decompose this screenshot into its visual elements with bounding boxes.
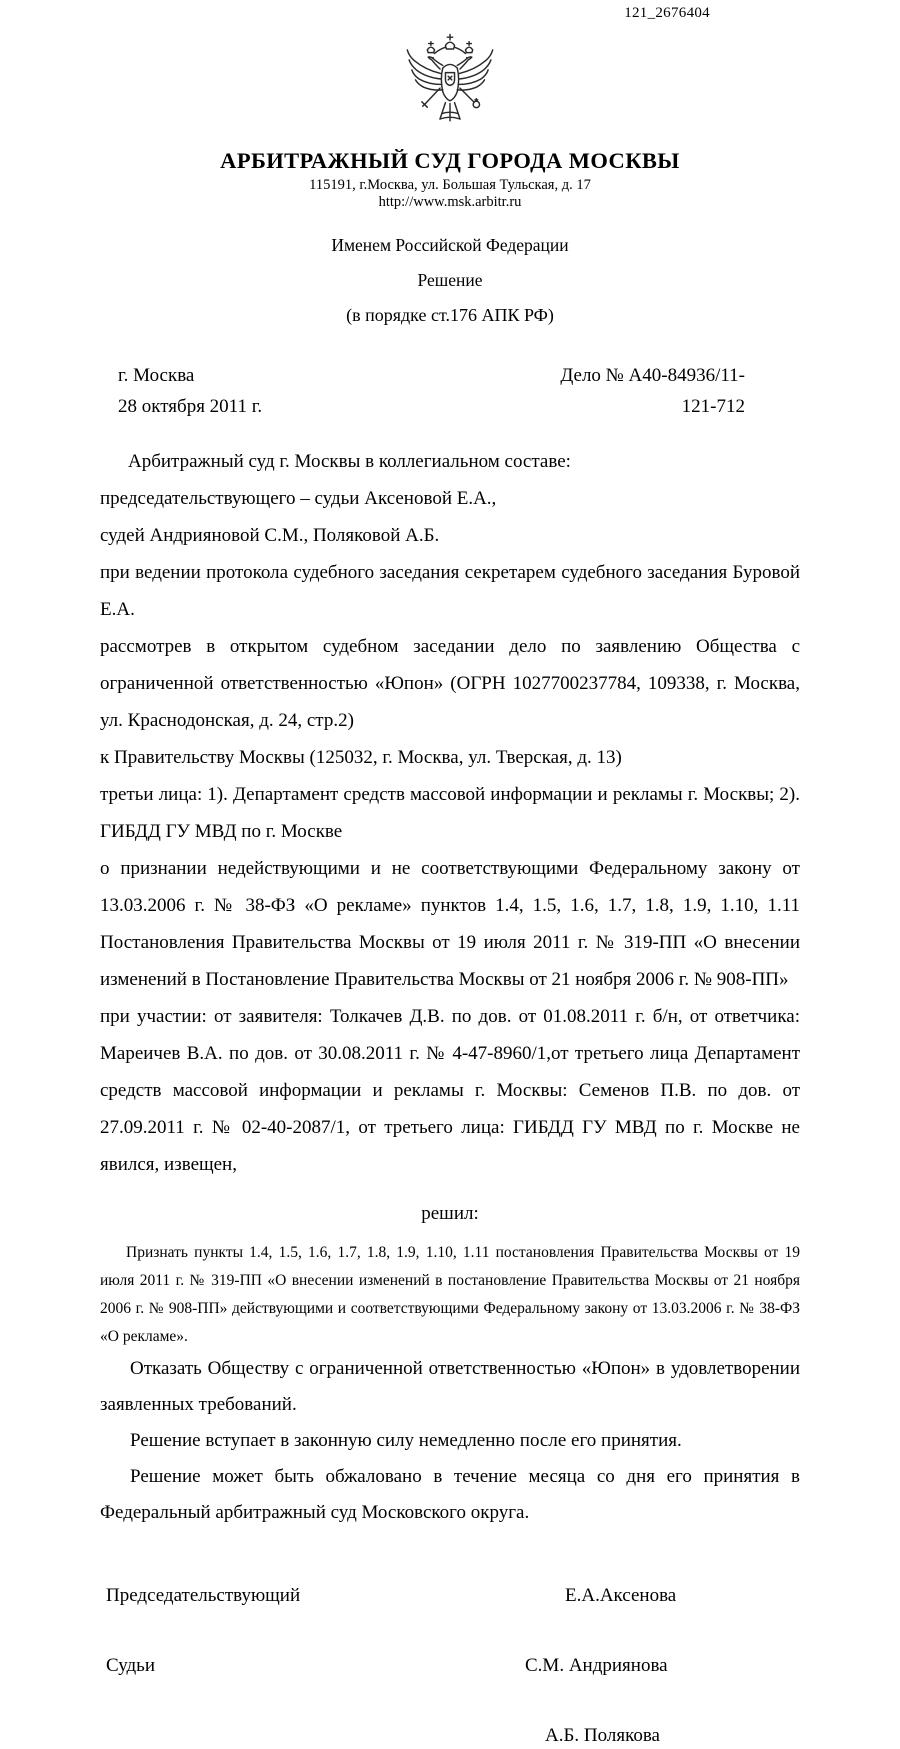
ruling-heading: решил: (421, 1203, 479, 1224)
ruling-paragraph: Решение вступает в законную силу немедленно после его принятия. (130, 1430, 682, 1451)
court-website: http://www.msk.arbitr.ru (378, 194, 522, 210)
signature-name: С.М. Андриянова (525, 1655, 668, 1676)
decision-body (100, 443, 800, 1183)
case-number-suffix: 121-712 (681, 396, 745, 417)
body-paragraph: председательствующего – судьи Аксеновой Е.А., (100, 488, 497, 509)
case-label: Дело № А40-84936/11- (560, 365, 745, 386)
case-date: 28 октября 2011 г. (118, 396, 263, 417)
signature-name: Е.А.Аксенова (565, 1585, 677, 1606)
court-name: АРБИТРАЖНЫЙ СУД ГОРОДА МОСКВЫ (220, 148, 680, 173)
ruling-paragraph-small: Признать пункты 1.4, 1.5, 1.6, 1.7, 1.8, 1.9, 1.10, 1.11 постановления Правительства Москвы от 19 июля 2011 г. № 319-ПП «О внесении изменений в постановление Правительства Москвы от 21 ноября 2006 г. № 908-ПП» действующими и соответствующими Федеральному закону от 13.03.2006 г. № 38-ФЗ «О рекламе». (100, 1244, 800, 1345)
signature-role: Судьи (106, 1655, 156, 1676)
body-paragraph: к Правительству Москвы (125032, г. Москва, ул. Тверская, д. 13) (100, 747, 622, 768)
body-paragraph: судей Андрияновой С.М., Поляковой А.Б. (100, 525, 440, 546)
body-paragraph: третьи лица: 1). Департамент средств массовой информации и рекламы г. Москвы; 2). ГИБДД ГУ МВД по г. Москве (100, 784, 800, 842)
body-paragraph: при участии: от заявителя: Толкачев Д.В. по дов. от 01.08.2011 г. б/н, от ответчика: Мареичев В.А. по дов. от 30.08.2011 г. № 4-47-8960/1,от третьего лица Департамент средств массовой информации и рекламы г. Москвы: Семенов П.В. по дов. от 27.09.2011 г. № 02-40-2087/1, от третьего лица: ГИБДД ГУ МВД по г. Москве не явился, извещен, (100, 1006, 800, 1175)
ruling-paragraph: Отказать Обществу с ограниченной ответственностью «Юпон» в удовлетворении заявленных требований. (100, 1358, 800, 1415)
body-paragraph: при ведении протокола судебного заседания секретарем судебного заседания Буровой Е.А. (100, 562, 800, 620)
case-info-block (100, 364, 800, 419)
double-headed-eagle-icon (400, 127, 500, 144)
body-paragraph: о признании недействующими и не соответствующими Федеральному закону от 13.03.2006 г. № 38-ФЗ «О рекламе» пунктов 1.4, 1.5, 1.6, 1.7, 1.8, 1.9, 1.10, 1.11 Постановления Правительства Москвы от 19 июля 2011 г. № 319-ПП «О внесении изменений в Постановление Правительства Москвы от 21 ноября 2006 г. № 908-ПП» (100, 858, 800, 990)
ruling-paragraphs (100, 1351, 800, 1531)
court-address: 115191, г.Москва, ул. Большая Тульская, д. 17 (309, 177, 591, 193)
signature-row (100, 1725, 800, 1749)
signature-row (100, 1585, 800, 1609)
signature-row (100, 1655, 800, 1679)
body-paragraph: рассмотрев в открытом судебном заседании дело по заявлению Общества с ограниченной ответственностью «Юпон» (ОГРН 1027700237784, 109338, г. Москва, ул. Краснодонская, д. 24, стр.2) (100, 636, 800, 731)
document-number: 121_2676404 (624, 5, 710, 21)
ruling-paragraph: Решение может быть обжаловано в течение месяца со дня его принятия в Федеральный арбитражный суд Московского округа. (100, 1466, 800, 1523)
in-the-name-line: Именем Российской Федерации (331, 235, 569, 255)
procedure-line: (в порядке ст.176 АПК РФ) (346, 305, 554, 325)
signatures-block (100, 1585, 800, 1749)
decision-title: Решение (417, 270, 483, 290)
case-city: г. Москва (118, 365, 195, 386)
body-paragraph: Арбитражный суд г. Москвы в коллегиальном составе: (128, 451, 571, 472)
signature-name: А.Б. Полякова (545, 1725, 660, 1746)
signature-role: Председательствующий (106, 1585, 301, 1606)
